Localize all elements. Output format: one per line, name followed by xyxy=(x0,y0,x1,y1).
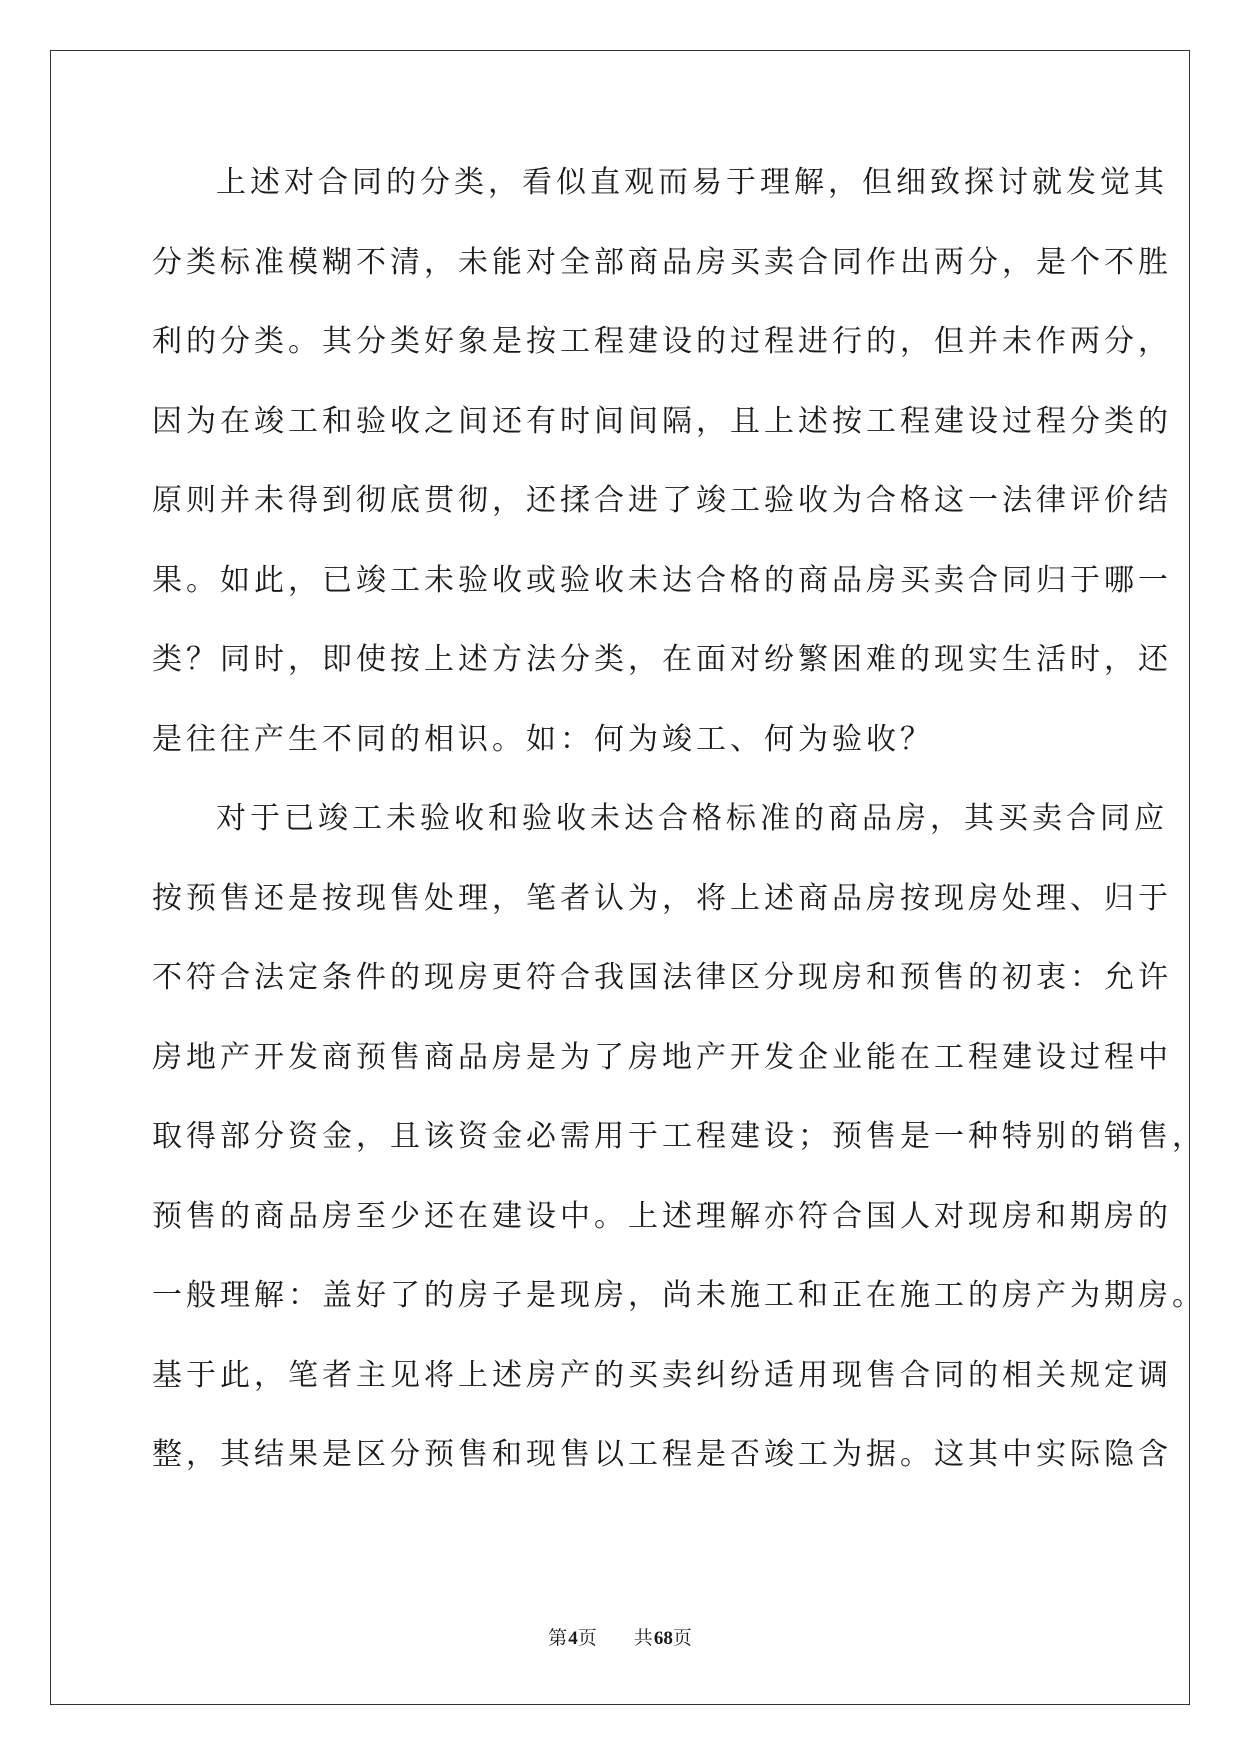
total-pages: 68 xyxy=(653,1628,673,1649)
text-line: 对于已竣工未验收和验收未达合格标准的商品房，其买卖合同应 xyxy=(216,801,1168,836)
text-line: 基于此，笔者主见将上述房产的买卖纠纷适用现售合同的相关规定调 xyxy=(152,1357,1172,1393)
paragraph-1 xyxy=(152,158,1172,794)
paragraph-2 xyxy=(152,794,1206,1510)
text-line: 原则并未得到彻底贯彻，还揉合进了竣工验收为合格这一法律评价结 xyxy=(152,483,1172,518)
text-line: 果。如此，已竣工未验收或验收未达合格的商品房买卖合同归于哪一 xyxy=(152,562,1172,598)
text-line: 预售的商品房至少还在建设中。上述理解亦符合国人对现房和期房的 xyxy=(152,1198,1172,1234)
text-line: 取得部分资金，且该资金必需用于工程建设；预售是一种特别的销售， xyxy=(152,1119,1206,1154)
total-prefix: 共 xyxy=(633,1627,654,1649)
text-line: 分类标准模糊不清，未能对全部商品房买卖合同作出两分，是个不胜 xyxy=(152,244,1172,280)
total-suffix: 页 xyxy=(672,1627,693,1649)
page-footer xyxy=(0,1623,1241,1650)
page-indicator xyxy=(548,1623,598,1650)
text-line: 因为在竣工和验收之间还有时间间隔，且上述按工程建设过程分类的 xyxy=(152,403,1172,439)
page-suffix: 页 xyxy=(577,1627,598,1649)
text-line: 上述对合同的分类，看似直观而易于理解，但细致探讨就发觉其 xyxy=(216,165,1168,200)
text-line: 类？同时，即使按上述方法分类，在面对纷繁困难的现实生活时，还 xyxy=(152,642,1172,677)
text-line: 利的分类。其分类好象是按工程建设的过程进行的，但并未作两分， xyxy=(152,324,1172,359)
text-line: 不符合法定条件的现房更符合我国法律区分现房和预售的初衷：允许 xyxy=(152,960,1172,995)
text-line: 房地产开发商预售商品房是为了房地产开发企业能在工程建设过程中 xyxy=(152,1039,1172,1075)
text-line: 按预售还是按现售处理，笔者认为，将上述商品房按现房处理、归于 xyxy=(152,880,1172,916)
page-number: 4 xyxy=(568,1628,578,1649)
text-line: 一般理解：盖好了的房子是现房，尚未施工和正在施工的房产为期房。 xyxy=(152,1278,1206,1313)
text-line: 整，其结果是区分预售和现售以工程是否竣工为据。这其中实际隐含 xyxy=(152,1437,1172,1472)
text-line: 是往往产生不同的相识。如：何为竣工、何为验收？ xyxy=(152,721,934,757)
document-body xyxy=(152,158,1206,1510)
total-pages-indicator xyxy=(634,1623,693,1650)
page-prefix: 第 xyxy=(548,1627,569,1649)
